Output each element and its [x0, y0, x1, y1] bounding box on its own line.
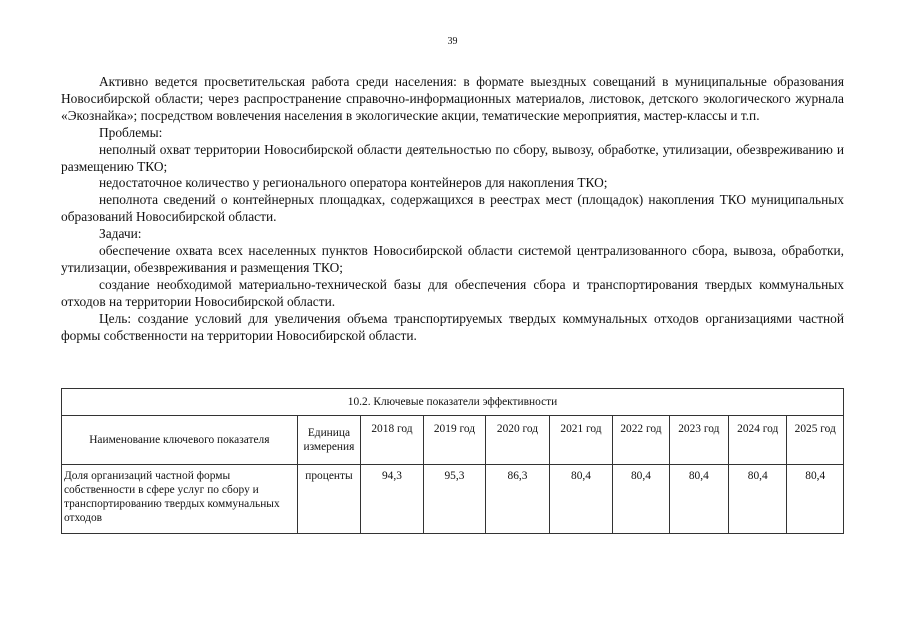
header-year: 2021 год: [549, 416, 613, 465]
paragraph-tasks-heading: Задачи:: [99, 226, 142, 242]
table-row: [62, 465, 844, 534]
value-cell: 80,4: [613, 465, 669, 534]
paragraph-task-infrastructure: создание необходимой материально-технической базы для обеспечения сбора и транспортирования твердых коммунальных отходов на территории Новосибирской области.: [61, 276, 844, 309]
header-year: 2019 год: [423, 416, 486, 465]
value-cell: 86,3: [486, 465, 550, 534]
paragraph-task-coverage: обеспечение охвата всех населенных пунктов Новосибирской области системой централизованного сбора, вывоза, обработки, утилизации, обезвреживания и размещения ТКО;: [61, 243, 844, 275]
table-caption: 10.2. Ключевые показатели эффективности: [62, 389, 844, 416]
value-cell: 94,3: [361, 465, 424, 534]
paragraph-problems-heading: Проблемы:: [99, 124, 163, 140]
page-number: 39: [447, 36, 458, 47]
header-year: 2023 год: [669, 416, 728, 465]
indicator-name-cell: Доля организаций частной формы собственности в сфере услуг по сбору и транспортированию твердых коммунальных отходов: [62, 465, 298, 534]
header-unit: Единица измерения: [297, 416, 361, 465]
paragraph-outreach: Активно ведется просветительская работа среди населения: в формате выездных совещаний в муниципальные образования Новосибирской области; через распространение справочно-информационных материалов, листовок, детского экологического журнала «Экознайка»; посредством вовлечения населения в экологические акции, тематические мероприятия, мастер-классы и т.п.: [61, 74, 844, 123]
paragraph-goal: Цель: создание условий для увеличения объема транспортируемых твердых коммунальных отходов организациями частной формы собственности на территории Новосибирской области.: [61, 310, 844, 343]
unit-cell: проценты: [297, 465, 361, 534]
value-cell: 80,4: [787, 465, 844, 534]
paragraph-problem-coverage: неполный охват территории Новосибирской области деятельностью по сбору, вывозу, обработке, утилизации, обезвреживанию и размещению ТКО;: [61, 141, 844, 174]
header-indicator-name: Наименование ключевого показателя: [62, 416, 298, 465]
header-year: 2024 год: [729, 416, 787, 465]
value-cell: 95,3: [423, 465, 486, 534]
value-cell: 80,4: [549, 465, 613, 534]
value-cell: 80,4: [669, 465, 728, 534]
header-year: 2025 год: [787, 416, 844, 465]
body-text: [61, 74, 844, 345]
header-year: 2020 год: [486, 416, 550, 465]
header-year: 2022 год: [613, 416, 669, 465]
header-year: 2018 год: [361, 416, 424, 465]
paragraph-problem-containers: недостаточное количество у регионального оператора контейнеров для накопления ТКО;: [99, 175, 608, 191]
kpi-table: [61, 388, 844, 534]
value-cell: 80,4: [729, 465, 787, 534]
paragraph-problem-registry: неполнота сведений о контейнерных площадках, содержащихся в реестрах мест (площадок) накопления ТКО муниципальных образований Новосибирской области.: [61, 192, 844, 225]
